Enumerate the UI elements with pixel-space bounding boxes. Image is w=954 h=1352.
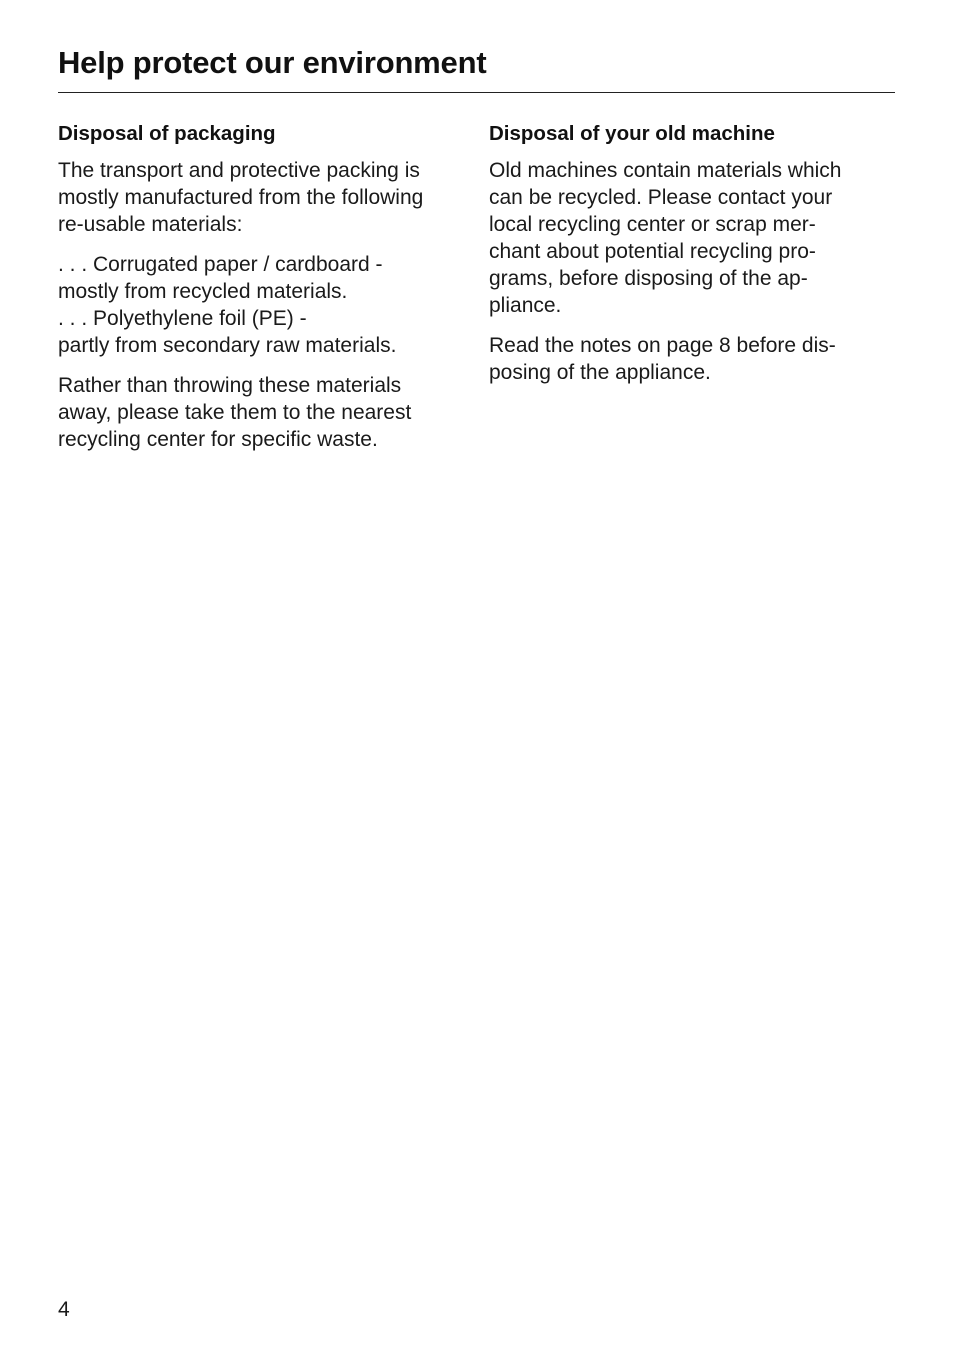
materials-list [58, 251, 458, 359]
section-heading: Disposal of packaging [58, 122, 276, 145]
text-line: local recycling center or scrap mer- [489, 213, 816, 236]
text-line: can be recycled. Please contact your [489, 186, 833, 209]
page-title: Help protect our environment [58, 45, 487, 80]
section-heading: Disposal of your old machine [489, 122, 775, 145]
text-line: pliance. [489, 294, 562, 317]
list-item: . . . Polyethylene foil (PE) - [58, 307, 307, 330]
text-line: The transport and protective packing is [58, 159, 420, 182]
text-line: chant about potential recycling pro- [489, 240, 816, 263]
text-line: Rather than throwing these materials [58, 374, 402, 397]
text-line: grams, before disposing of the ap- [489, 267, 808, 290]
text-line: re-usable materials: [58, 213, 243, 236]
section-disposal-of-packaging [58, 120, 458, 466]
title-divider [58, 92, 895, 93]
text-line: away, please take them to the nearest [58, 401, 412, 424]
page-number: 4 [58, 1298, 70, 1321]
list-item-detail: partly from secondary raw materials. [58, 334, 397, 357]
list-item-detail: mostly from recycled materials. [58, 280, 348, 303]
section-disposal-of-old-machine [489, 120, 889, 399]
text-line: recycling center for specific waste. [58, 428, 378, 451]
list-item: . . . Corrugated paper / cardboard - [58, 253, 383, 276]
paragraph [58, 372, 458, 453]
text-line: Old machines contain materials which [489, 159, 842, 182]
paragraph [489, 332, 889, 386]
text-line: mostly manufactured from the following [58, 186, 424, 209]
text-line: Read the notes on page 8 before dis- [489, 334, 836, 357]
paragraph [58, 157, 458, 238]
paragraph [489, 157, 889, 319]
text-line: posing of the appliance. [489, 361, 711, 384]
